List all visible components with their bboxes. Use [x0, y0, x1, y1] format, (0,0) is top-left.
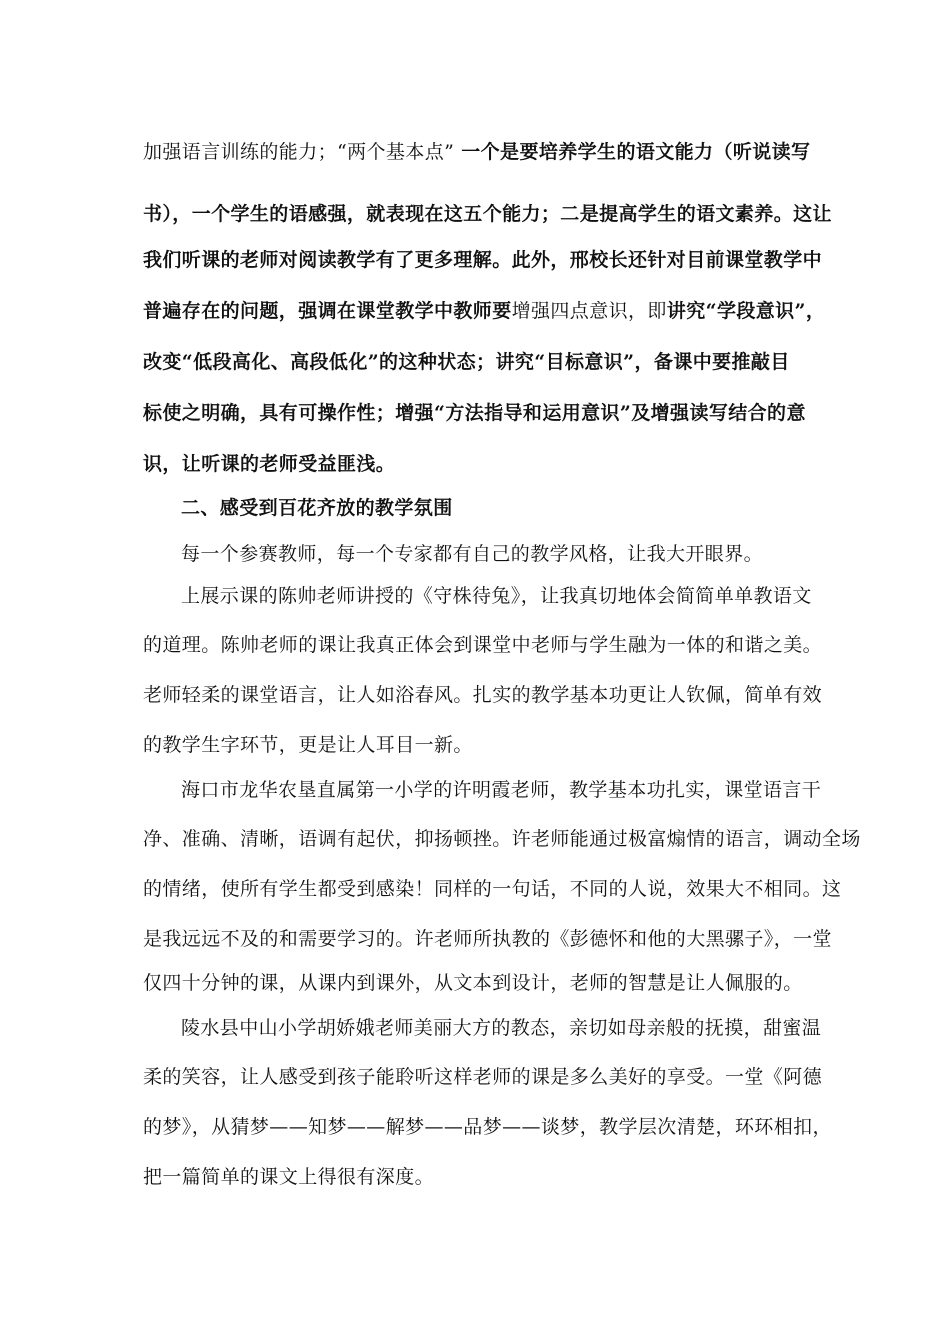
text-line: 陵水县中山小学胡娇娥老师美丽大方的教态，亲切如母亲般的抚摸，甜蜜温	[181, 1017, 822, 1039]
text-line: 柔的笑容，让人感受到孩子能聆听这样老师的课是多么美好的享受。一堂《阿德	[143, 1066, 823, 1088]
text-run: 增强四点意识，即	[511, 300, 667, 322]
text-line: 是我远远不及的和需要学习的。许老师所执教的《彭德怀和他的大黑骡子》，一堂	[143, 928, 832, 950]
text-line	[143, 298, 826, 324]
text-line: 的教学生字环节，更是让人耳目一新。	[143, 734, 473, 756]
text-line: 标使之明确，具有可操作性；增强“方法指导和运用意识”及增强读写结合的意	[143, 402, 806, 424]
text-run-bold: 普遍存在的问题，强调在课堂教学中教师要	[143, 300, 512, 322]
text-line: 海口市龙华农垦直属第一小学的许明霞老师，教学基本功扎实，课堂语言干	[181, 779, 822, 801]
text-line: 老师轻柔的课堂语言，让人如浴春风。扎实的教学基本功更让人钦佩，简单有效	[143, 684, 823, 706]
text-line: 每一个参赛教师，每一个专家都有自己的教学风格，让我大开眼界。	[181, 543, 764, 565]
text-line: 把一篇简单的课文上得很有深度。	[143, 1166, 435, 1188]
text-line: 书），一个学生的语感强，就表现在这五个能力；二是提高学生的语文素养。这让	[143, 203, 832, 225]
text-line: 我们听课的老师对阅读教学有了更多理解。此外，邢校长还针对目前课堂教学中	[143, 249, 823, 271]
text-line: 的道理。陈帅老师的课让我真正体会到课堂中老师与学生融为一体的和谐之美。	[143, 634, 823, 656]
text-line: 识，让听课的老师受益匪浅。	[143, 453, 396, 475]
text-run-bold: 讲究“学段意识”，	[666, 300, 826, 322]
text-line	[143, 139, 823, 165]
text-line: 净、准确、清晰，语调有起伏，抑扬顿挫。许老师能通过极富煽情的语言，调动全场	[143, 828, 861, 850]
text-run: 加强语言训练的能力；“两个基本点”	[143, 141, 455, 163]
text-line: 的梦》，从猜梦——知梦——解梦——品梦——谈梦，教学层次清楚，环环相扣，	[143, 1116, 832, 1138]
text-line: 改变“低段高化、高段低化”的这种状态；讲究“目标意识”，备课中要推敲目	[143, 351, 790, 373]
text-line: 上展示课的陈帅老师讲授的《守株待兔》，让我真切地体会简简单单教语文	[181, 585, 812, 607]
text-run-bold: 一个是要培养学生的语文能力（听说读写	[454, 141, 811, 163]
text-line: 的情绪，使所有学生都受到感染！同样的一句话，不同的人说，效果大不相同。这	[143, 878, 842, 900]
section-heading: 二、感受到百花齐放的教学氛围	[181, 497, 453, 519]
text-line: 仅四十分钟的课，从课内到课外，从文本到设计，老师的智慧是让人佩服的。	[143, 972, 803, 994]
